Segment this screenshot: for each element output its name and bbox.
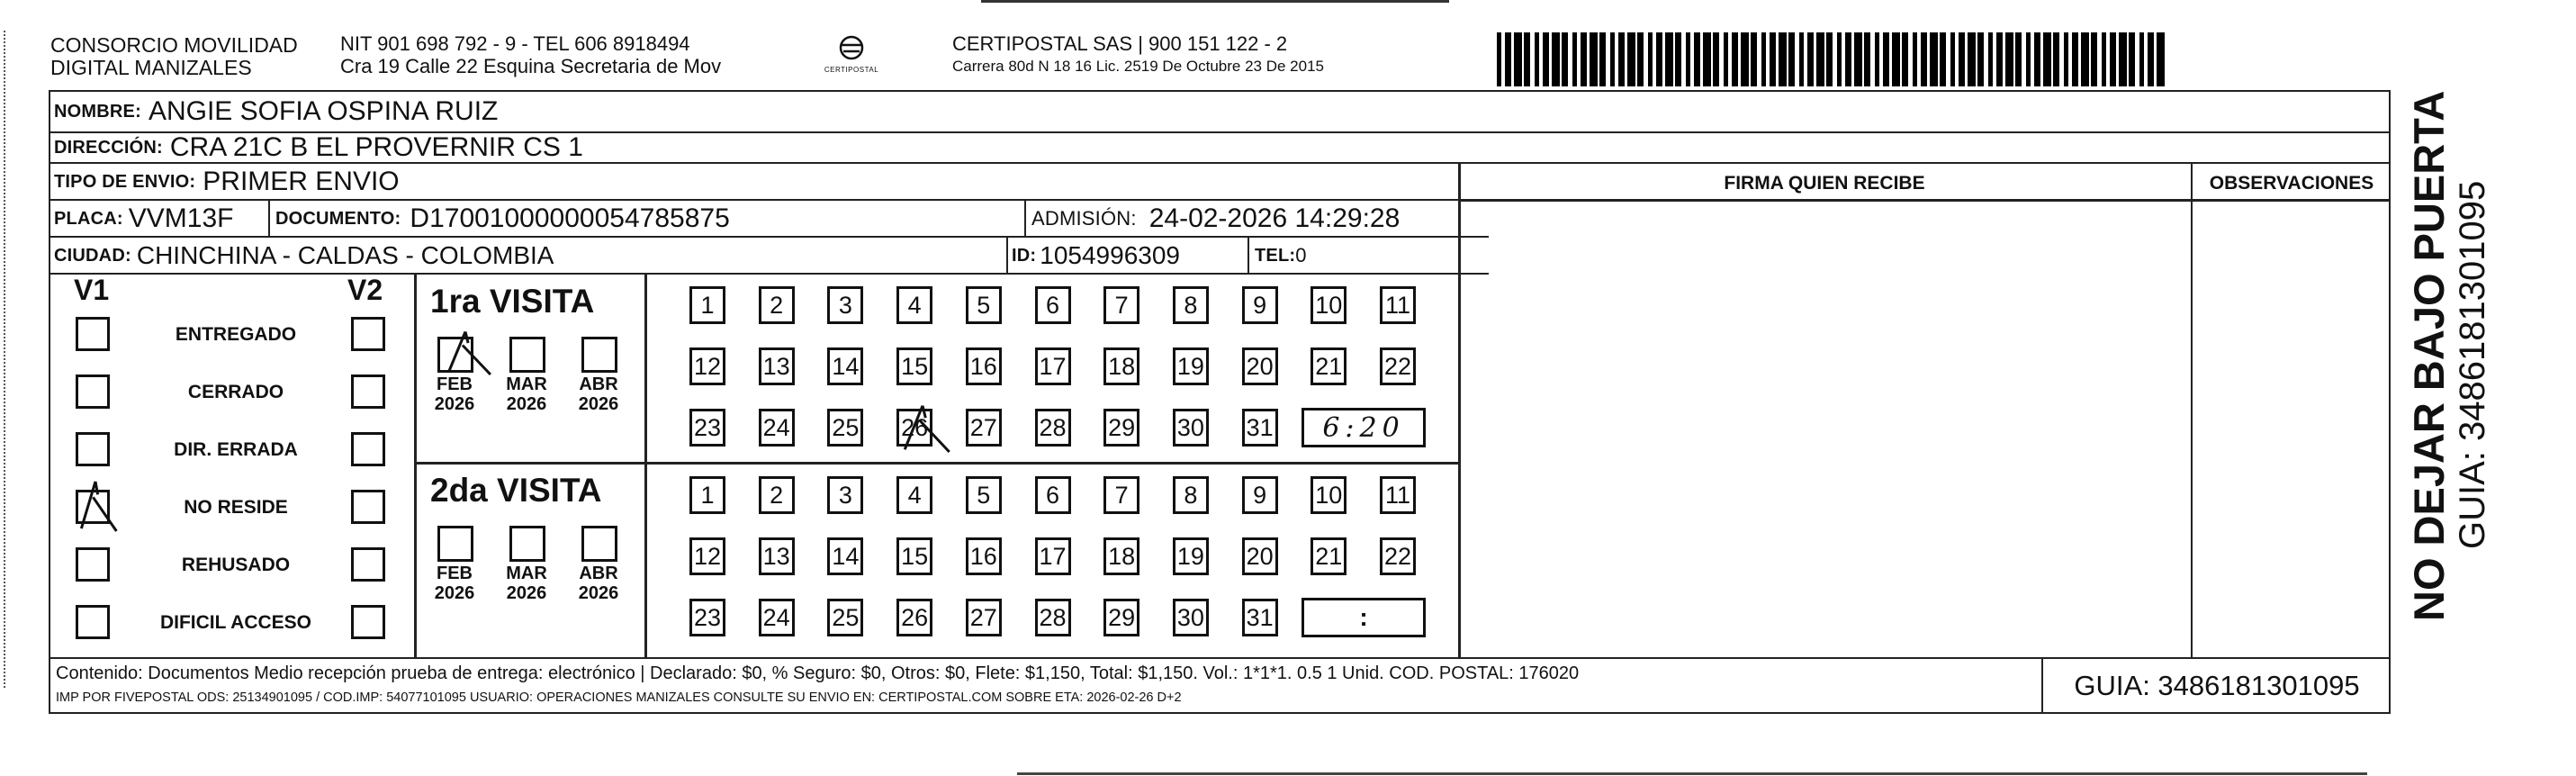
row-divider bbox=[49, 657, 2391, 659]
day-checkbox[interactable]: 4 bbox=[896, 286, 932, 324]
day-checkbox[interactable]: 3 bbox=[827, 286, 863, 324]
day-checkbox[interactable]: 9 bbox=[1242, 476, 1278, 514]
second-visit-label: 2da VISITA bbox=[430, 472, 602, 509]
day-checkbox[interactable]: 19 bbox=[1173, 347, 1209, 385]
documento-label: DOCUMENTO: bbox=[275, 208, 401, 229]
admision-label: ADMISIÓN: bbox=[1031, 207, 1137, 230]
day-checkbox[interactable]: 20 bbox=[1242, 537, 1278, 575]
row-divider bbox=[49, 273, 1489, 275]
day-checkbox[interactable]: 13 bbox=[759, 537, 795, 575]
month-label: FEB 2026 bbox=[434, 374, 475, 414]
day-checkbox[interactable]: 28 bbox=[1035, 409, 1071, 447]
month-checkbox[interactable] bbox=[581, 526, 617, 562]
placa-cell bbox=[54, 202, 233, 236]
month-checkbox[interactable] bbox=[581, 337, 617, 373]
handwritten-check-mark bbox=[72, 479, 119, 531]
day-checkbox[interactable]: 15 bbox=[896, 537, 932, 575]
status-label: CERRADO bbox=[187, 382, 284, 402]
first-visit-time-box[interactable] bbox=[1302, 408, 1426, 447]
day-checkbox[interactable]: 21 bbox=[1311, 537, 1347, 575]
status-label: NO RESIDE bbox=[184, 497, 288, 518]
v2-status-checkbox[interactable] bbox=[351, 605, 385, 639]
tel-label: TEL: bbox=[1255, 245, 1296, 266]
day-checkbox[interactable]: 18 bbox=[1103, 537, 1139, 575]
day-checkbox[interactable]: 13 bbox=[759, 347, 795, 385]
placa-value: VVM13F bbox=[128, 203, 234, 233]
certipostal-info: CERTIPOSTAL SAS | 900 151 122 - 2 Carrera 80d N 18 16 Lic. 2519 De Octubre 23 De 2015 bbox=[952, 32, 1324, 75]
id-value: 1054996309 bbox=[1040, 241, 1180, 269]
day-checkbox[interactable]: 17 bbox=[1035, 537, 1071, 575]
v2-status-checkbox[interactable] bbox=[351, 490, 385, 524]
day-checkbox[interactable]: 27 bbox=[966, 599, 1002, 636]
barcode bbox=[1497, 32, 2172, 86]
scan-left-mark bbox=[4, 31, 6, 688]
status-right-border bbox=[414, 273, 417, 657]
day-checkbox[interactable]: 24 bbox=[759, 409, 795, 447]
day-checkbox[interactable]: 5 bbox=[966, 476, 1002, 514]
day-checkbox[interactable]: 5 bbox=[966, 286, 1002, 324]
day-checkbox[interactable]: 12 bbox=[689, 347, 725, 385]
day-checkbox[interactable]: 24 bbox=[759, 599, 795, 636]
day-checkbox[interactable]: 25 bbox=[827, 409, 863, 447]
side-vertical-text bbox=[2405, 90, 2531, 621]
day-checkbox[interactable]: 7 bbox=[1103, 286, 1139, 324]
day-checkbox[interactable]: 18 bbox=[1103, 347, 1139, 385]
ciudad-label: CIUDAD: bbox=[54, 245, 131, 266]
direccion-row bbox=[54, 133, 583, 162]
v2-status-checkbox[interactable] bbox=[351, 547, 385, 582]
scan-top-line bbox=[981, 0, 1449, 3]
second-visit-time-box[interactable] bbox=[1302, 598, 1426, 637]
first-visit-label: 1ra VISITA bbox=[430, 283, 595, 320]
certipostal-logo: CERTIPOSTAL bbox=[815, 34, 887, 79]
day-checkbox[interactable]: 12 bbox=[689, 537, 725, 575]
second-visit-time: : bbox=[1359, 603, 1368, 631]
v1-status-checkbox[interactable] bbox=[76, 317, 110, 351]
handwritten-check-mark bbox=[893, 403, 952, 452]
day-checkbox[interactable]: 23 bbox=[689, 409, 725, 447]
contenido-text: Contenido: Documentos Medio recepción prueba de entrega: electrónico | Declarado: $0, % Seguro: $0, Otros: $0, Flete: $1,150, Total: $1,150. Vol.: 1*1*1. 0.5 1 Unid. COD. POSTAL: 176020 bbox=[56, 663, 1580, 683]
barcode-bar bbox=[2160, 32, 2165, 86]
day-checkbox[interactable]: 9 bbox=[1242, 286, 1278, 324]
status-label: DIR. ERRADA bbox=[174, 439, 298, 460]
direccion-value: CRA 21C B EL PROVERNIR CS 1 bbox=[169, 133, 583, 162]
v2-status-checkbox[interactable] bbox=[351, 432, 385, 466]
months-right-border bbox=[644, 273, 647, 657]
day-checkbox[interactable]: 11 bbox=[1380, 286, 1416, 324]
month-label: ABR 2026 bbox=[578, 564, 619, 603]
day-checkbox[interactable]: 11 bbox=[1380, 476, 1416, 514]
tipo-envio-row bbox=[54, 165, 400, 199]
day-checkbox[interactable]: 1 bbox=[689, 286, 725, 324]
v2-status-checkbox[interactable] bbox=[351, 317, 385, 351]
placa-label: PLACA: bbox=[54, 208, 123, 229]
firma-left-border bbox=[1458, 162, 1461, 657]
day-checkbox[interactable]: 14 bbox=[827, 537, 863, 575]
day-checkbox[interactable]: 25 bbox=[827, 599, 863, 636]
nombre-value: ANGIE SOFIA OSPINA RUIZ bbox=[148, 96, 499, 126]
day-checkbox[interactable]: 7 bbox=[1103, 476, 1139, 514]
cell-divider bbox=[1024, 199, 1026, 236]
day-checkbox[interactable]: 26 bbox=[896, 409, 932, 447]
day-checkbox[interactable]: 14 bbox=[827, 347, 863, 385]
day-checkbox[interactable]: 27 bbox=[966, 409, 1002, 447]
company-name: CONSORCIO MOVILIDAD DIGITAL MANIZALES bbox=[50, 33, 298, 79]
nombre-label: NOMBRE: bbox=[54, 101, 141, 122]
observaciones-header: OBSERVACIONES bbox=[2209, 173, 2374, 194]
v1-status-checkbox[interactable] bbox=[76, 374, 110, 409]
month-checkbox[interactable] bbox=[437, 526, 473, 562]
documento-value: D17001000000054785875 bbox=[410, 203, 730, 233]
status-label: ENTREGADO bbox=[175, 324, 297, 345]
day-checkbox[interactable]: 20 bbox=[1242, 347, 1278, 385]
day-checkbox[interactable]: 31 bbox=[1242, 409, 1278, 447]
company-nit: NIT 901 698 792 - 9 - TEL 606 8918494 Cra 19 Calle 22 Esquina Secretaria de Mov bbox=[340, 32, 722, 77]
row-divider bbox=[49, 236, 1489, 238]
status-label: DIFICIL ACCESO bbox=[159, 612, 311, 633]
admision-cell bbox=[1031, 202, 1400, 236]
day-checkbox[interactable]: 22 bbox=[1380, 537, 1416, 575]
observaciones-left-border bbox=[2191, 162, 2193, 657]
guia-box bbox=[2041, 657, 2391, 714]
nombre-row bbox=[54, 94, 498, 130]
no-dejar-bajo-puerta: NO DEJAR BAJO PUERTA bbox=[2405, 90, 2453, 621]
day-checkbox[interactable]: 29 bbox=[1103, 409, 1139, 447]
guia-box-value: GUIA: 3486181301095 bbox=[2074, 669, 2360, 701]
month-label: MAR 2026 bbox=[506, 564, 547, 603]
tipo-envio-value: PRIMER ENVIO bbox=[203, 167, 400, 196]
day-checkbox[interactable]: 23 bbox=[689, 599, 725, 636]
visit-divider bbox=[414, 462, 1458, 465]
day-checkbox[interactable]: 19 bbox=[1173, 537, 1209, 575]
day-checkbox[interactable]: 8 bbox=[1173, 286, 1209, 324]
day-checkbox[interactable]: 16 bbox=[966, 537, 1002, 575]
status-label: REHUSADO bbox=[181, 555, 291, 575]
day-checkbox[interactable]: 17 bbox=[1035, 347, 1071, 385]
documento-cell bbox=[275, 202, 730, 236]
id-cell bbox=[1012, 239, 1180, 273]
day-checkbox[interactable]: 26 bbox=[896, 599, 932, 636]
day-checkbox[interactable]: 21 bbox=[1311, 347, 1347, 385]
day-checkbox[interactable]: 28 bbox=[1035, 599, 1071, 636]
month-label: ABR 2026 bbox=[578, 374, 619, 414]
side-guia: GUIA: 3486181301095 bbox=[2453, 180, 2492, 549]
month-checkbox[interactable] bbox=[509, 337, 545, 373]
day-checkbox[interactable]: 1 bbox=[689, 476, 725, 514]
tipo-envio-label: TIPO DE ENVIO: bbox=[54, 171, 196, 192]
day-checkbox[interactable]: 2 bbox=[759, 286, 795, 324]
tel-value: 0 bbox=[1295, 244, 1307, 266]
month-label: MAR 2026 bbox=[506, 374, 547, 414]
row-divider bbox=[49, 162, 2391, 164]
day-checkbox[interactable]: 29 bbox=[1103, 599, 1139, 636]
day-checkbox[interactable]: 30 bbox=[1173, 409, 1209, 447]
v2-status-checkbox[interactable] bbox=[351, 374, 385, 409]
day-checkbox[interactable]: 31 bbox=[1242, 599, 1278, 636]
globe-icon bbox=[836, 34, 867, 61]
tel-cell bbox=[1255, 239, 1306, 273]
v2-label: V2 bbox=[347, 274, 383, 306]
handwritten-check-mark bbox=[437, 329, 493, 374]
direccion-label: DIRECCIÓN: bbox=[54, 137, 163, 158]
day-checkbox[interactable]: 6 bbox=[1035, 286, 1071, 324]
day-checkbox[interactable]: 15 bbox=[896, 347, 932, 385]
day-checkbox[interactable]: 22 bbox=[1380, 347, 1416, 385]
day-checkbox[interactable]: 30 bbox=[1173, 599, 1209, 636]
scan-bottom-line bbox=[1017, 772, 2367, 775]
day-checkbox[interactable]: 10 bbox=[1311, 476, 1347, 514]
id-label: ID: bbox=[1012, 245, 1037, 266]
v1-label: V1 bbox=[74, 274, 110, 306]
day-checkbox[interactable]: 16 bbox=[966, 347, 1002, 385]
day-checkbox[interactable]: 4 bbox=[896, 476, 932, 514]
month-checkbox[interactable] bbox=[509, 526, 545, 562]
admision-value: 24-02-2026 14:29:28 bbox=[1148, 203, 1401, 233]
row-divider bbox=[49, 199, 1489, 201]
cell-divider bbox=[268, 199, 270, 236]
day-checkbox[interactable]: 10 bbox=[1311, 286, 1347, 324]
month-label: FEB 2026 bbox=[434, 564, 475, 603]
day-checkbox[interactable]: 6 bbox=[1035, 476, 1071, 514]
ciudad-cell bbox=[54, 239, 554, 273]
day-checkbox[interactable]: 3 bbox=[827, 476, 863, 514]
v1-status-checkbox[interactable] bbox=[76, 547, 110, 582]
first-visit-time: 6:20 bbox=[1322, 411, 1405, 444]
v1-status-checkbox[interactable] bbox=[76, 432, 110, 466]
firma-header: FIRMA QUIEN RECIBE bbox=[1724, 173, 1925, 194]
cell-divider bbox=[1247, 236, 1249, 273]
imp-text: IMP POR FIVEPOSTAL ODS: 25134901095 / COD.IMP: 54077101095 USUARIO: OPERACIONES MANIZALES CONSULTE SU ENVIO EN: CERTIPOSTAL.COM SOBRE ETA: 2026-02-26 D+2 bbox=[56, 690, 1182, 705]
sign-header-divider bbox=[1458, 199, 2391, 202]
day-checkbox[interactable]: 2 bbox=[759, 476, 795, 514]
ciudad-value: CHINCHINA - CALDAS - COLOMBIA bbox=[136, 241, 554, 269]
day-checkbox[interactable]: 8 bbox=[1173, 476, 1209, 514]
cell-divider bbox=[1006, 236, 1008, 273]
v1-status-checkbox[interactable] bbox=[76, 605, 110, 639]
